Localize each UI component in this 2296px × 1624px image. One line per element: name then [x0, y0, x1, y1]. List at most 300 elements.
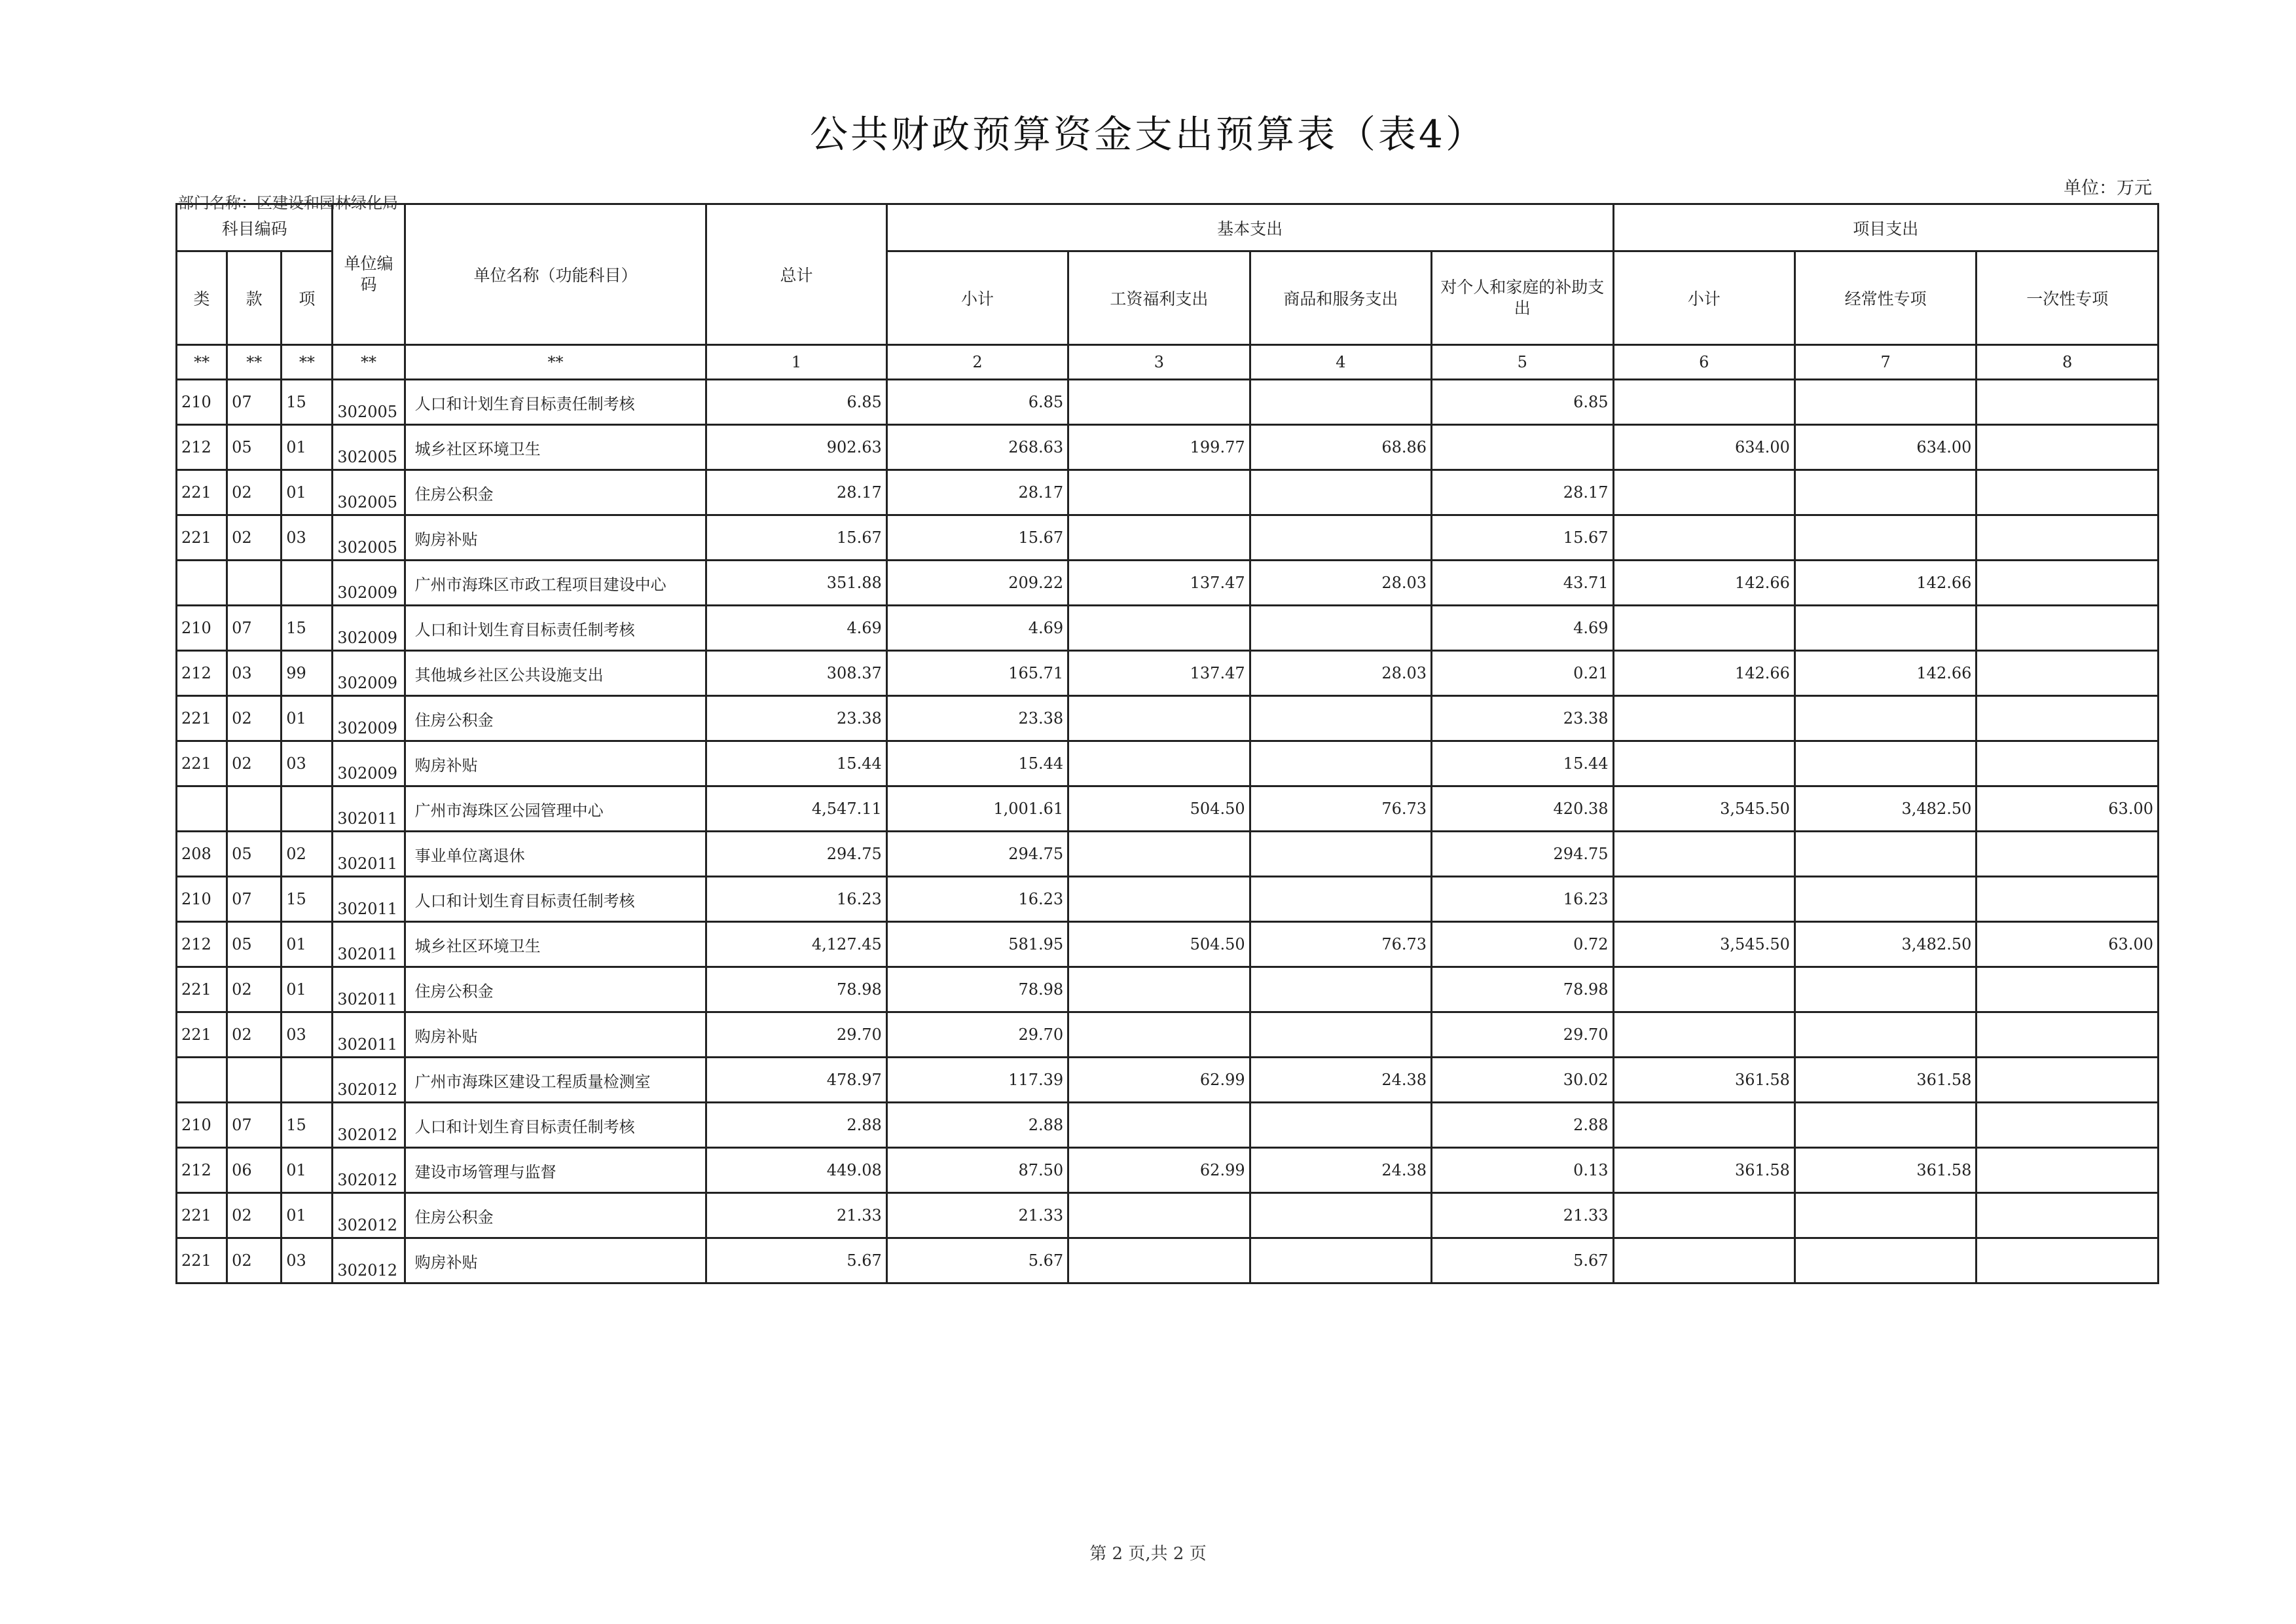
cell-onetime-special [1977, 561, 2159, 606]
table-row [177, 1103, 2159, 1148]
cell-project-subtotal [1613, 877, 1795, 922]
cell-xiang [282, 1058, 333, 1103]
cell-unit-name: 住房公积金 [405, 470, 706, 515]
index-row [177, 345, 2159, 380]
cell-total: 78.98 [706, 967, 886, 1012]
cell-goods-services [1250, 832, 1431, 877]
cell-basic-subtotal: 4.69 [886, 606, 1068, 651]
cell-xiang: 15 [282, 380, 333, 425]
cell-xiang [282, 561, 333, 606]
cell-total: 4,547.11 [706, 786, 886, 832]
index-cell: ** [405, 345, 706, 380]
page-footer: 第 2 页,共 2 页 [1089, 1544, 1207, 1564]
table-row [177, 470, 2159, 515]
header-project-subtotal: 小计 [1613, 251, 1795, 345]
cell-total: 28.17 [706, 470, 886, 515]
cell-personal-subsidy: 420.38 [1432, 786, 1613, 832]
unit-label: 单位：万元 [2064, 178, 2152, 198]
cell-kuan [227, 786, 282, 832]
cell-onetime-special [1977, 470, 2159, 515]
cell-kuan: 02 [227, 515, 282, 561]
cell-total: 449.08 [706, 1148, 886, 1193]
cell-onetime-special [1977, 380, 2159, 425]
cell-unit-code: 302011 [333, 922, 405, 967]
table-row [177, 1238, 2159, 1283]
cell-goods-services: 76.73 [1250, 786, 1431, 832]
cell-personal-subsidy: 0.72 [1432, 922, 1613, 967]
cell-lei: 210 [177, 606, 227, 651]
cell-personal-subsidy: 15.44 [1432, 741, 1613, 786]
cell-goods-services: 76.73 [1250, 922, 1431, 967]
cell-salary: 137.47 [1068, 561, 1250, 606]
table-row [177, 515, 2159, 561]
cell-kuan: 07 [227, 877, 282, 922]
cell-total: 4,127.45 [706, 922, 886, 967]
cell-kuan: 02 [227, 1012, 282, 1058]
cell-salary [1068, 1193, 1250, 1238]
cell-xiang: 03 [282, 741, 333, 786]
index-cell: 7 [1795, 345, 1976, 380]
cell-kuan: 02 [227, 741, 282, 786]
cell-regular-special [1795, 515, 1976, 561]
cell-kuan: 02 [227, 967, 282, 1012]
cell-unit-code: 302012 [333, 1148, 405, 1193]
cell-unit-code: 302011 [333, 967, 405, 1012]
cell-project-subtotal [1613, 606, 1795, 651]
cell-unit-code: 302005 [333, 380, 405, 425]
cell-basic-subtotal: 117.39 [886, 1058, 1068, 1103]
cell-onetime-special [1977, 967, 2159, 1012]
cell-kuan: 06 [227, 1148, 282, 1193]
cell-salary [1068, 470, 1250, 515]
header-goods-services: 商品和服务支出 [1250, 251, 1431, 345]
table-body [177, 380, 2159, 1283]
cell-regular-special: 142.66 [1795, 651, 1976, 696]
cell-project-subtotal [1613, 1238, 1795, 1283]
cell-xiang: 03 [282, 515, 333, 561]
cell-lei: 221 [177, 967, 227, 1012]
cell-xiang: 02 [282, 832, 333, 877]
cell-personal-subsidy: 15.67 [1432, 515, 1613, 561]
table-row [177, 696, 2159, 741]
cell-xiang: 15 [282, 606, 333, 651]
table-row [177, 832, 2159, 877]
cell-project-subtotal [1613, 696, 1795, 741]
cell-personal-subsidy: 2.88 [1432, 1103, 1613, 1148]
cell-unit-name: 人口和计划生育目标责任制考核 [405, 380, 706, 425]
table-row [177, 606, 2159, 651]
cell-goods-services: 24.38 [1250, 1058, 1431, 1103]
cell-onetime-special [1977, 1238, 2159, 1283]
index-cell: 6 [1613, 345, 1795, 380]
cell-unit-name: 建设市场管理与监督 [405, 1148, 706, 1193]
cell-regular-special [1795, 877, 1976, 922]
cell-onetime-special [1977, 741, 2159, 786]
cell-xiang: 99 [282, 651, 333, 696]
cell-lei [177, 561, 227, 606]
cell-goods-services: 28.03 [1250, 561, 1431, 606]
cell-regular-special: 3,482.50 [1795, 786, 1976, 832]
cell-personal-subsidy: 294.75 [1432, 832, 1613, 877]
cell-regular-special [1795, 606, 1976, 651]
table-row [177, 967, 2159, 1012]
cell-lei: 221 [177, 1238, 227, 1283]
cell-personal-subsidy: 16.23 [1432, 877, 1613, 922]
cell-salary: 137.47 [1068, 651, 1250, 696]
cell-regular-special: 3,482.50 [1795, 922, 1976, 967]
table-row [177, 1148, 2159, 1193]
cell-unit-name: 广州市海珠区建设工程质量检测室 [405, 1058, 706, 1103]
cell-lei: 221 [177, 470, 227, 515]
cell-project-subtotal [1613, 832, 1795, 877]
cell-basic-subtotal: 15.44 [886, 741, 1068, 786]
cell-kuan: 07 [227, 606, 282, 651]
cell-goods-services [1250, 470, 1431, 515]
cell-salary [1068, 1238, 1250, 1283]
unit-summary-row [177, 1058, 2159, 1103]
cell-salary: 62.99 [1068, 1058, 1250, 1103]
cell-regular-special: 142.66 [1795, 561, 1976, 606]
cell-basic-subtotal: 78.98 [886, 967, 1068, 1012]
cell-unit-code: 302012 [333, 1238, 405, 1283]
index-cell: 2 [886, 345, 1068, 380]
cell-unit-code: 302009 [333, 651, 405, 696]
header-project-expenditure: 项目支出 [1613, 204, 2158, 251]
cell-basic-subtotal: 28.17 [886, 470, 1068, 515]
cell-unit-code: 302005 [333, 470, 405, 515]
header-onetime-special: 一次性专项 [1977, 251, 2159, 345]
cell-onetime-special [1977, 606, 2159, 651]
cell-salary [1068, 515, 1250, 561]
cell-onetime-special [1977, 832, 2159, 877]
cell-onetime-special [1977, 877, 2159, 922]
cell-salary: 62.99 [1068, 1148, 1250, 1193]
cell-xiang: 01 [282, 1193, 333, 1238]
cell-total: 15.67 [706, 515, 886, 561]
cell-total: 2.88 [706, 1103, 886, 1148]
cell-project-subtotal: 361.58 [1613, 1148, 1795, 1193]
cell-regular-special [1795, 741, 1976, 786]
cell-regular-special [1795, 696, 1976, 741]
cell-goods-services [1250, 515, 1431, 561]
cell-basic-subtotal: 2.88 [886, 1103, 1068, 1148]
cell-regular-special: 361.58 [1795, 1148, 1976, 1193]
cell-unit-code: 302005 [333, 515, 405, 561]
index-cell: 8 [1977, 345, 2159, 380]
cell-goods-services [1250, 741, 1431, 786]
cell-unit-name: 人口和计划生育目标责任制考核 [405, 606, 706, 651]
cell-salary [1068, 380, 1250, 425]
budget-table [175, 203, 2159, 1284]
cell-project-subtotal [1613, 1193, 1795, 1238]
cell-goods-services [1250, 1238, 1431, 1283]
cell-unit-name: 住房公积金 [405, 967, 706, 1012]
cell-regular-special [1795, 1238, 1976, 1283]
cell-xiang: 15 [282, 1103, 333, 1148]
cell-personal-subsidy: 6.85 [1432, 380, 1613, 425]
cell-total: 308.37 [706, 651, 886, 696]
cell-total: 294.75 [706, 832, 886, 877]
cell-lei: 221 [177, 696, 227, 741]
header-total: 总计 [706, 204, 886, 345]
cell-personal-subsidy: 0.13 [1432, 1148, 1613, 1193]
cell-personal-subsidy: 0.21 [1432, 651, 1613, 696]
cell-personal-subsidy: 78.98 [1432, 967, 1613, 1012]
cell-kuan: 02 [227, 470, 282, 515]
cell-unit-name: 购房补贴 [405, 741, 706, 786]
cell-unit-name: 其他城乡社区公共设施支出 [405, 651, 706, 696]
table-row [177, 425, 2159, 470]
cell-regular-special [1795, 1193, 1976, 1238]
unit-summary-row [177, 561, 2159, 606]
cell-goods-services: 28.03 [1250, 651, 1431, 696]
index-cell: ** [177, 345, 227, 380]
cell-goods-services [1250, 1012, 1431, 1058]
cell-personal-subsidy: 28.17 [1432, 470, 1613, 515]
index-cell: ** [282, 345, 333, 380]
cell-kuan [227, 561, 282, 606]
cell-project-subtotal [1613, 741, 1795, 786]
cell-regular-special [1795, 1103, 1976, 1148]
cell-personal-subsidy: 23.38 [1432, 696, 1613, 741]
index-cell: 1 [706, 345, 886, 380]
cell-total: 478.97 [706, 1058, 886, 1103]
cell-unit-code: 302011 [333, 832, 405, 877]
cell-unit-name: 事业单位离退休 [405, 832, 706, 877]
cell-salary [1068, 696, 1250, 741]
header-personal-subsidy: 对个人和家庭的补助支出 [1432, 251, 1613, 345]
cell-lei: 212 [177, 425, 227, 470]
cell-basic-subtotal: 1,001.61 [886, 786, 1068, 832]
cell-project-subtotal [1613, 515, 1795, 561]
header-xiang: 项 [282, 251, 333, 345]
header-unit-code: 单位编码 [333, 204, 405, 345]
cell-xiang: 01 [282, 696, 333, 741]
cell-project-subtotal [1613, 1103, 1795, 1148]
cell-project-subtotal: 634.00 [1613, 425, 1795, 470]
cell-basic-subtotal: 16.23 [886, 877, 1068, 922]
header-basic-expenditure: 基本支出 [886, 204, 1613, 251]
cell-unit-name: 购房补贴 [405, 1238, 706, 1283]
cell-unit-name: 人口和计划生育目标责任制考核 [405, 1103, 706, 1148]
cell-regular-special [1795, 967, 1976, 1012]
cell-total: 6.85 [706, 380, 886, 425]
cell-personal-subsidy [1432, 425, 1613, 470]
cell-onetime-special [1977, 1193, 2159, 1238]
cell-total: 5.67 [706, 1238, 886, 1283]
cell-regular-special: 634.00 [1795, 425, 1976, 470]
cell-basic-subtotal: 581.95 [886, 922, 1068, 967]
cell-kuan: 07 [227, 1103, 282, 1148]
cell-xiang: 03 [282, 1238, 333, 1283]
index-cell: ** [333, 345, 405, 380]
cell-basic-subtotal: 87.50 [886, 1148, 1068, 1193]
header-lei: 类 [177, 251, 227, 345]
table-row [177, 877, 2159, 922]
cell-xiang: 03 [282, 1012, 333, 1058]
cell-unit-name: 广州市海珠区市政工程项目建设中心 [405, 561, 706, 606]
cell-lei: 221 [177, 1012, 227, 1058]
cell-regular-special [1795, 380, 1976, 425]
cell-xiang [282, 786, 333, 832]
table-header [177, 204, 2159, 380]
cell-onetime-special [1977, 696, 2159, 741]
cell-kuan: 03 [227, 651, 282, 696]
cell-salary: 199.77 [1068, 425, 1250, 470]
cell-onetime-special [1977, 1012, 2159, 1058]
cell-kuan: 05 [227, 922, 282, 967]
cell-total: 4.69 [706, 606, 886, 651]
cell-unit-name: 购房补贴 [405, 1012, 706, 1058]
cell-onetime-special [1977, 1103, 2159, 1148]
cell-kuan: 02 [227, 1193, 282, 1238]
cell-basic-subtotal: 294.75 [886, 832, 1068, 877]
cell-kuan: 07 [227, 380, 282, 425]
cell-project-subtotal [1613, 380, 1795, 425]
cell-unit-code: 302012 [333, 1058, 405, 1103]
header-regular-special: 经常性专项 [1795, 251, 1976, 345]
header-unit-name: 单位名称（功能科目） [405, 204, 706, 345]
cell-onetime-special [1977, 425, 2159, 470]
cell-salary [1068, 1103, 1250, 1148]
cell-kuan: 05 [227, 832, 282, 877]
cell-basic-subtotal: 23.38 [886, 696, 1068, 741]
cell-basic-subtotal: 6.85 [886, 380, 1068, 425]
cell-total: 351.88 [706, 561, 886, 606]
cell-basic-subtotal: 15.67 [886, 515, 1068, 561]
cell-lei: 212 [177, 1148, 227, 1193]
cell-lei: 221 [177, 1193, 227, 1238]
cell-kuan [227, 1058, 282, 1103]
cell-kuan: 05 [227, 425, 282, 470]
cell-goods-services [1250, 877, 1431, 922]
cell-unit-code: 302011 [333, 786, 405, 832]
cell-project-subtotal: 3,545.50 [1613, 786, 1795, 832]
cell-lei: 210 [177, 877, 227, 922]
cell-salary: 504.50 [1068, 786, 1250, 832]
cell-kuan: 02 [227, 1238, 282, 1283]
cell-lei: 221 [177, 515, 227, 561]
cell-basic-subtotal: 5.67 [886, 1238, 1068, 1283]
cell-lei: 212 [177, 922, 227, 967]
cell-goods-services: 68.86 [1250, 425, 1431, 470]
cell-lei: 210 [177, 380, 227, 425]
cell-xiang: 01 [282, 967, 333, 1012]
cell-unit-code: 302005 [333, 425, 405, 470]
cell-unit-code: 302009 [333, 696, 405, 741]
cell-unit-code: 302011 [333, 877, 405, 922]
cell-total: 15.44 [706, 741, 886, 786]
cell-onetime-special [1977, 651, 2159, 696]
cell-salary: 504.50 [1068, 922, 1250, 967]
cell-basic-subtotal: 21.33 [886, 1193, 1068, 1238]
cell-onetime-special [1977, 1058, 2159, 1103]
cell-basic-subtotal: 29.70 [886, 1012, 1068, 1058]
cell-unit-code: 302012 [333, 1103, 405, 1148]
cell-kuan: 02 [227, 696, 282, 741]
header-subject-code: 科目编码 [177, 204, 333, 251]
cell-unit-code: 302012 [333, 1193, 405, 1238]
cell-regular-special [1795, 470, 1976, 515]
cell-goods-services [1250, 1193, 1431, 1238]
page-title: 公共财政预算资金支出预算表（表4） [810, 112, 1486, 157]
cell-personal-subsidy: 30.02 [1432, 1058, 1613, 1103]
cell-unit-name: 城乡社区环境卫生 [405, 425, 706, 470]
cell-goods-services [1250, 1103, 1431, 1148]
cell-lei [177, 1058, 227, 1103]
cell-xiang: 01 [282, 922, 333, 967]
cell-salary [1068, 877, 1250, 922]
cell-total: 902.63 [706, 425, 886, 470]
table-row [177, 380, 2159, 425]
cell-project-subtotal [1613, 470, 1795, 515]
cell-unit-name: 住房公积金 [405, 1193, 706, 1238]
cell-onetime-special: 63.00 [1977, 922, 2159, 967]
cell-salary [1068, 741, 1250, 786]
cell-unit-code: 302009 [333, 606, 405, 651]
cell-salary [1068, 1012, 1250, 1058]
cell-onetime-special [1977, 515, 2159, 561]
cell-goods-services [1250, 696, 1431, 741]
cell-unit-name: 购房补贴 [405, 515, 706, 561]
cell-regular-special [1795, 1012, 1976, 1058]
header-kuan: 款 [227, 251, 282, 345]
table-row [177, 741, 2159, 786]
table-row [177, 922, 2159, 967]
cell-personal-subsidy: 5.67 [1432, 1238, 1613, 1283]
cell-lei: 212 [177, 651, 227, 696]
cell-total: 29.70 [706, 1012, 886, 1058]
cell-salary [1068, 606, 1250, 651]
cell-basic-subtotal: 268.63 [886, 425, 1068, 470]
index-cell: 3 [1068, 345, 1250, 380]
cell-project-subtotal: 142.66 [1613, 651, 1795, 696]
cell-unit-name: 住房公积金 [405, 696, 706, 741]
cell-onetime-special: 63.00 [1977, 786, 2159, 832]
cell-project-subtotal: 142.66 [1613, 561, 1795, 606]
cell-personal-subsidy: 21.33 [1432, 1193, 1613, 1238]
cell-personal-subsidy: 4.69 [1432, 606, 1613, 651]
cell-basic-subtotal: 209.22 [886, 561, 1068, 606]
department-label: 部门名称：区建设和园林绿化局 [178, 194, 398, 212]
cell-regular-special: 361.58 [1795, 1058, 1976, 1103]
cell-project-subtotal: 361.58 [1613, 1058, 1795, 1103]
cell-project-subtotal [1613, 1012, 1795, 1058]
table-row [177, 1193, 2159, 1238]
cell-unit-code: 302011 [333, 1012, 405, 1058]
cell-total: 23.38 [706, 696, 886, 741]
cell-lei [177, 786, 227, 832]
index-cell: ** [227, 345, 282, 380]
cell-lei: 208 [177, 832, 227, 877]
cell-onetime-special [1977, 1148, 2159, 1193]
unit-summary-row [177, 786, 2159, 832]
table-row [177, 651, 2159, 696]
header-basic-subtotal: 小计 [886, 251, 1068, 345]
cell-personal-subsidy: 43.71 [1432, 561, 1613, 606]
cell-salary [1068, 967, 1250, 1012]
cell-xiang: 01 [282, 470, 333, 515]
cell-project-subtotal [1613, 967, 1795, 1012]
cell-unit-code: 302009 [333, 741, 405, 786]
cell-total: 16.23 [706, 877, 886, 922]
cell-xiang: 01 [282, 425, 333, 470]
cell-xiang: 01 [282, 1148, 333, 1193]
cell-personal-subsidy: 29.70 [1432, 1012, 1613, 1058]
index-cell: 5 [1432, 345, 1613, 380]
cell-project-subtotal: 3,545.50 [1613, 922, 1795, 967]
cell-lei: 221 [177, 741, 227, 786]
